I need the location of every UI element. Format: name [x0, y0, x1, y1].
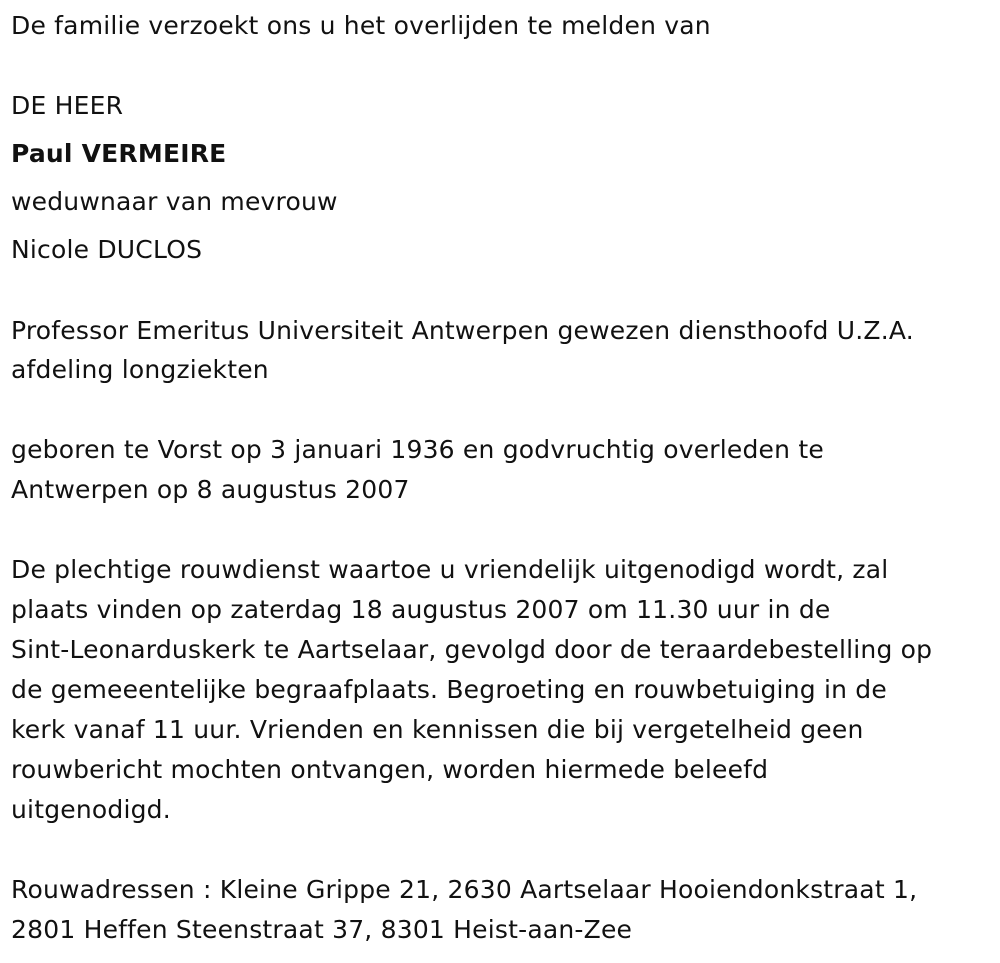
- service-line: rouwbericht mochten ontvangen, worden hiermede beleefd: [11, 755, 769, 784]
- deceased-name: Paul VERMEIRE: [11, 139, 227, 168]
- service-line: kerk vanaf 11 uur. Vrienden en kennissen die bij vergetelheid geen: [11, 715, 864, 744]
- widower-of-text: weduwnaar van mevrouw: [11, 187, 338, 216]
- service-line: plaats vinden op zaterdag 18 augustus 2007 om 11.30 uur in de: [11, 595, 831, 624]
- service-line: Sint-Leonarduskerk te Aartselaar, gevolgd door de teraardebestelling op: [11, 635, 933, 664]
- birth-death-line: geboren te Vorst op 3 januari 1936 en godvruchtig overleden te: [11, 435, 824, 464]
- honorific: DE HEER: [11, 91, 124, 120]
- address-line: 2801 Heffen Steenstraat 37, 8301 Heist-aan-Zee: [11, 915, 633, 944]
- address-line: Rouwadressen : Kleine Grippe 21, 2630 Aartselaar Hooiendonkstraat 1,: [11, 875, 918, 904]
- service-line: de gemeeentelijke begraafplaats. Begroeting en rouwbetuiging in de: [11, 675, 887, 704]
- birth-death-line: Antwerpen op 8 augustus 2007: [11, 475, 410, 504]
- intro-text: De familie verzoekt ons u het overlijden te melden van: [11, 11, 711, 40]
- spouse-name: Nicole DUCLOS: [11, 235, 203, 264]
- service-line: uitgenodigd.: [11, 795, 171, 824]
- profession-line: afdeling longziekten: [11, 355, 269, 384]
- profession-line: Professor Emeritus Universiteit Antwerpen gewezen diensthoofd U.Z.A.: [11, 316, 914, 345]
- service-line: De plechtige rouwdienst waartoe u vriendelijk uitgenodigd wordt, zal: [11, 555, 889, 584]
